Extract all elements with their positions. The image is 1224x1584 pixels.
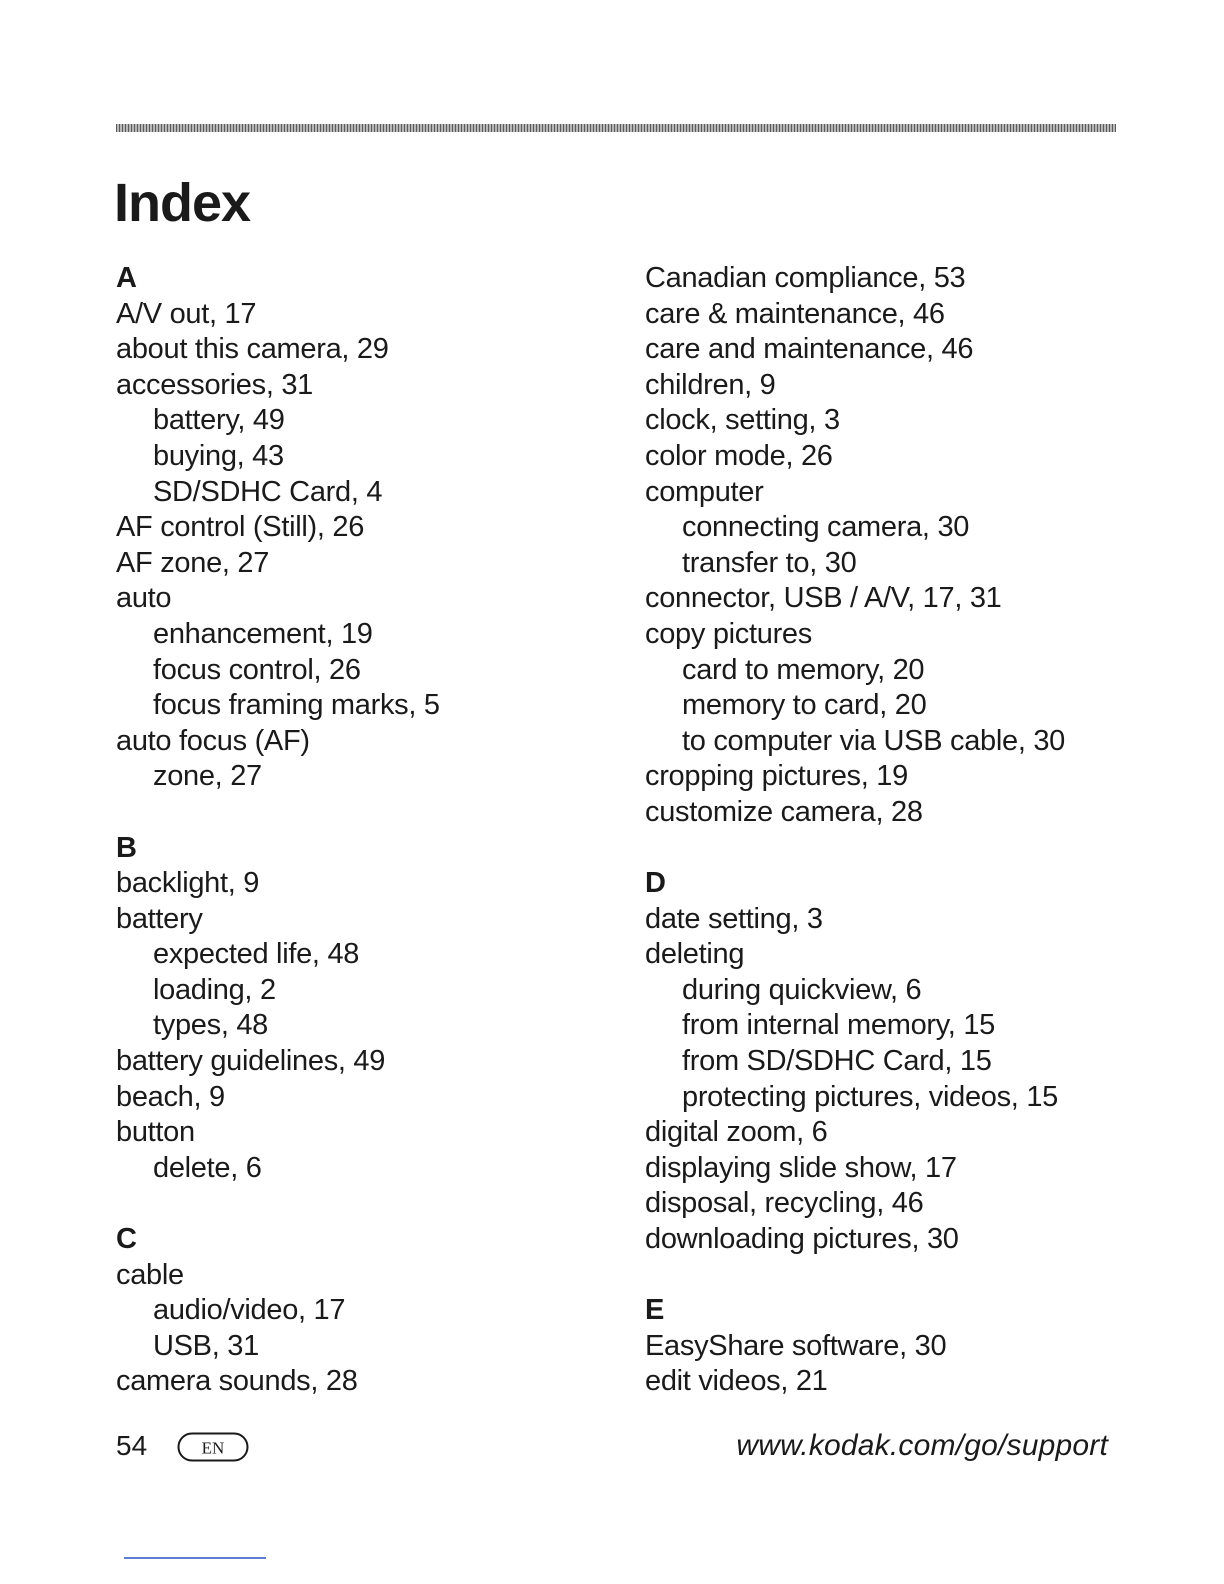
language-badge-label: EN [201,1438,225,1458]
index-entry: copy pictures [645,617,812,650]
index-subentry: from SD/SDHC Card, 15 [682,1045,992,1078]
index-entry: deleting [645,938,745,971]
index-entry: care and maintenance, 46 [645,333,974,366]
index-entry: about this camera, 29 [116,333,389,366]
index-subentry: from internal memory, 15 [682,1009,995,1042]
index-section-letter: C [116,1223,137,1256]
index-subentry: to computer via USB cable, 30 [682,724,1065,757]
index-entry: computer [645,475,764,508]
index-entry: cable [116,1258,184,1291]
index-entry: battery [116,902,203,935]
index-entry: A/V out, 17 [116,297,257,330]
index-entry: beach, 9 [116,1080,225,1113]
index-column-right [645,261,1165,1400]
top-rule [116,124,1116,132]
index-subentry: during quickview, 6 [682,973,922,1006]
index-entry: displaying slide show, 17 [645,1151,957,1184]
index-subentry: memory to card, 20 [682,689,927,722]
index-entry: connector, USB / A/V, 17, 31 [645,582,1002,615]
index-subentry: SD/SDHC Card, 4 [153,475,383,508]
index-subentry: loading, 2 [153,973,276,1006]
index-entry: color mode, 26 [645,439,833,472]
index-entry: cropping pictures, 19 [645,760,908,793]
index-subentry: focus framing marks, 5 [153,689,440,722]
bottom-accent-line [124,1557,266,1559]
index-subentry: buying, 43 [153,439,284,472]
index-subentry: transfer to, 30 [682,546,857,579]
index-entry: edit videos, 21 [645,1365,828,1398]
index-entry: button [116,1116,195,1149]
index-subentry: audio/video, 17 [153,1294,346,1327]
index-entry: backlight, 9 [116,867,260,900]
index-subentry: focus control, 26 [153,653,361,686]
index-entry: battery guidelines, 49 [116,1045,386,1078]
index-section-letter: A [116,262,137,294]
index-section-letter: D [645,867,666,900]
index-spacer [116,1186,616,1222]
index-entry: auto focus (AF) [116,724,310,757]
index-subentry: USB, 31 [153,1329,259,1362]
page-title: Index [114,173,251,233]
index-entry: clock, setting, 3 [645,404,840,437]
index-entry: EasyShare software, 30 [645,1329,947,1362]
index-subentry: connecting camera, 30 [682,511,970,544]
index-subentry: card to memory, 20 [682,653,925,686]
page-number: 54 [116,1430,148,1461]
index-subentry: types, 48 [153,1009,268,1042]
index-subentry: zone, 27 [153,760,262,793]
index-subentry: expected life, 48 [153,938,360,971]
support-url[interactable]: www.kodak.com/go/support [736,1429,1108,1462]
index-section-letter: B [116,831,137,864]
index-entry: children, 9 [645,368,776,401]
index-entry: AF zone, 27 [116,546,270,579]
index-entry: date setting, 3 [645,902,823,935]
index-entry: digital zoom, 6 [645,1116,828,1149]
index-entry: disposal, recycling, 46 [645,1187,924,1220]
index-entry: downloading pictures, 30 [645,1223,959,1256]
index-subentry: enhancement, 19 [153,617,373,650]
index-entry: camera sounds, 28 [116,1365,358,1398]
index-spacer [645,1258,1165,1294]
index-column-left [116,261,616,1400]
index-subentry: protecting pictures, videos, 15 [682,1080,1058,1113]
index-entry: care & maintenance, 46 [645,297,945,330]
index-subentry: delete, 6 [153,1151,262,1184]
index-entry: Canadian compliance, 53 [645,262,966,294]
index-entry: auto [116,582,172,615]
language-badge [177,1432,249,1462]
index-spacer [645,831,1165,867]
index-entry: customize camera, 28 [645,795,923,828]
index-subentry: battery, 49 [153,404,285,437]
index-entry: accessories, 31 [116,368,313,401]
index-entry: AF control (Still), 26 [116,511,365,544]
index-section-letter: E [645,1294,665,1327]
index-spacer [116,795,616,831]
